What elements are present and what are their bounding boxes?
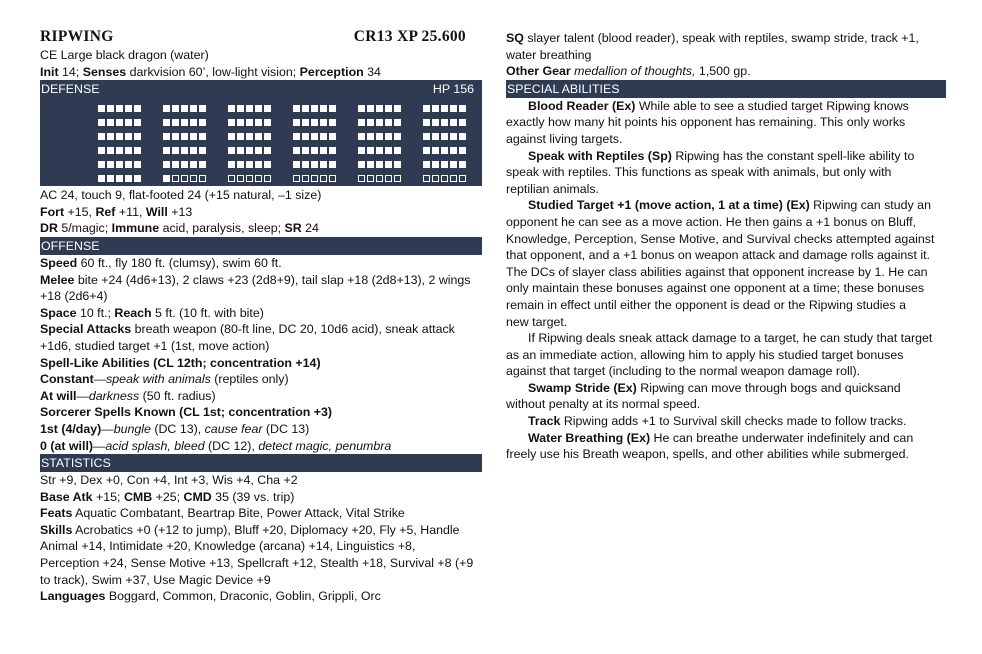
hp-checkbox[interactable] xyxy=(432,119,439,126)
hp-checkbox[interactable] xyxy=(163,119,170,126)
sq-line-2: water breathing xyxy=(506,47,592,62)
hp-checkbox[interactable] xyxy=(190,175,197,182)
hp-tracker xyxy=(40,98,482,186)
track-line: Track Ripwing adds +1 to Survival skill checks made to follow tracks. xyxy=(528,414,907,429)
speak-reptiles-line-3: reptilian animals. xyxy=(506,181,599,196)
hp-checkbox[interactable] xyxy=(367,175,374,182)
hp-checkbox[interactable] xyxy=(125,161,132,168)
hp-checkbox[interactable] xyxy=(255,161,262,168)
hp-box-group xyxy=(423,105,468,189)
hp-checkbox[interactable] xyxy=(116,175,123,182)
hp-checkbox[interactable] xyxy=(107,105,114,112)
ac-line: AC 24, touch 9, flat-footed 24 (+15 natural, –1 size) xyxy=(40,188,322,203)
hp-checkbox[interactable] xyxy=(358,119,365,126)
swamp-stride-line-1: Swamp Stride (Ex) Ripwing can move through bogs and quicksand xyxy=(528,380,901,395)
hp-checkbox[interactable] xyxy=(255,105,262,112)
hp-checkbox[interactable] xyxy=(98,147,105,154)
hp-checkbox[interactable] xyxy=(450,105,457,112)
hp-checkbox[interactable] xyxy=(311,119,318,126)
hp-box-group xyxy=(293,105,338,189)
hp-checkbox[interactable] xyxy=(320,175,327,182)
hp-box-group xyxy=(228,105,273,189)
constant-line: Constant—speak with animals (reptiles only) xyxy=(40,372,289,387)
hp-checkbox[interactable] xyxy=(329,161,336,168)
hp-checkbox[interactable] xyxy=(199,161,206,168)
spells-known-heading: Sorcerer Spells Known (CL 1st; concentration +3) xyxy=(40,405,333,420)
studied-target-line-5: The DCs of slayer class abilities against that opponent increase by 1. He can xyxy=(506,264,928,279)
hp-checkbox[interactable] xyxy=(441,119,448,126)
hp-checkbox[interactable] xyxy=(302,105,309,112)
hp-checkbox[interactable] xyxy=(459,161,466,168)
hp-checkbox[interactable] xyxy=(320,161,327,168)
hp-checkbox[interactable] xyxy=(116,105,123,112)
hp-box-group xyxy=(358,105,403,189)
cantrips-line: 0 (at will)—acid splash, bleed (DC 12), detect magic, penumbra xyxy=(40,438,392,453)
hp-checkbox[interactable] xyxy=(228,133,235,140)
hp-checkbox[interactable] xyxy=(172,133,179,140)
hp-checkbox[interactable] xyxy=(358,133,365,140)
hp-checkbox[interactable] xyxy=(125,119,132,126)
hp-checkbox[interactable] xyxy=(107,147,114,154)
water-breathing-line-2: freely use his Breath weapon, spells, and other abilities while submerged. xyxy=(506,447,909,462)
hp-checkbox[interactable] xyxy=(376,119,383,126)
dr-line: DR 5/magic; Immune acid, paralysis, sleep; SR 24 xyxy=(40,221,319,236)
hp-checkbox[interactable] xyxy=(293,105,300,112)
hp-checkbox[interactable] xyxy=(199,175,206,182)
hp-checkbox[interactable] xyxy=(293,147,300,154)
hp-checkbox[interactable] xyxy=(134,147,141,154)
hp-checkbox[interactable] xyxy=(320,119,327,126)
hp-checkbox[interactable] xyxy=(329,175,336,182)
stat-block-title xyxy=(40,28,482,48)
water-breathing-line-1: Water Breathing (Ex) He can breathe underwater indefinitely and can xyxy=(528,430,914,445)
hp-checkbox[interactable] xyxy=(107,119,114,126)
hp-checkbox[interactable] xyxy=(237,147,244,154)
hp-checkbox[interactable] xyxy=(441,175,448,182)
hp-checkbox[interactable] xyxy=(255,175,262,182)
hp-checkbox[interactable] xyxy=(107,161,114,168)
hp-checkbox[interactable] xyxy=(190,133,197,140)
hp-checkbox[interactable] xyxy=(228,119,235,126)
first-level-spells: 1st (4/day)—bungle (DC 13), cause fear (DC 13) xyxy=(40,421,310,436)
hp-checkbox[interactable] xyxy=(423,147,430,154)
ability-scores: Str +9, Dex +0, Con +4, Int +3, Wis +4, Cha +2 xyxy=(40,473,298,488)
hp-checkbox[interactable] xyxy=(358,147,365,154)
special-abilities-heading: SPECIAL ABILITIES xyxy=(506,80,946,98)
hp-checkbox[interactable] xyxy=(311,133,318,140)
hp-box-group xyxy=(163,105,208,189)
hp-checkbox[interactable] xyxy=(125,105,132,112)
skills-line-4: to track), Swim +37, Use Magic Device +9 xyxy=(40,572,271,587)
blood-reader-line-2: exactly how many hit points his opponent has remaining. This only works xyxy=(506,115,906,130)
hp-checkbox[interactable] xyxy=(311,161,318,168)
sneak-line-3: against that target (including to the normal weapon damage roll). xyxy=(506,364,861,379)
skills-line-3: Perception +24, Sense Motive +13, Spellcraft +12, Stealth +18, Survival +8 (+9 xyxy=(40,556,474,571)
hp-checkbox[interactable] xyxy=(237,119,244,126)
hp-checkbox[interactable] xyxy=(246,119,253,126)
hp-checkbox[interactable] xyxy=(385,119,392,126)
hp-checkbox[interactable] xyxy=(450,175,457,182)
hp-checkbox[interactable] xyxy=(432,161,439,168)
languages-line: Languages Boggard, Common, Draconic, Goblin, Grippli, Orc xyxy=(40,589,381,604)
hp-checkbox[interactable] xyxy=(246,147,253,154)
hp-checkbox[interactable] xyxy=(228,105,235,112)
hp-checkbox[interactable] xyxy=(264,105,271,112)
skills-line-1: Skills Acrobatics +0 (+12 to jump), Bluff +20, Diplomacy +20, Fly +5, Handle xyxy=(40,522,460,537)
hp-checkbox[interactable] xyxy=(311,175,318,182)
at-will-line: At will—darkness (50 ft. radius) xyxy=(40,388,216,403)
hp-checkbox[interactable] xyxy=(302,175,309,182)
hp-checkbox[interactable] xyxy=(246,105,253,112)
hp-checkbox[interactable] xyxy=(329,105,336,112)
studied-target-line-3: Knowledge, Perception, Sense Motive, and Survival checks attempted against xyxy=(506,231,935,246)
hp-checkbox[interactable] xyxy=(246,175,253,182)
hp-checkbox[interactable] xyxy=(367,147,374,154)
hp-checkbox[interactable] xyxy=(441,133,448,140)
hp-checkbox[interactable] xyxy=(134,161,141,168)
hp-checkbox[interactable] xyxy=(181,119,188,126)
hp-checkbox[interactable] xyxy=(264,147,271,154)
hp-checkbox[interactable] xyxy=(329,119,336,126)
defense-heading: DEFENSE HP 156 xyxy=(40,80,482,98)
sq-line: SQ slayer talent (blood reader), speak with reptiles, swamp stride, track +1, xyxy=(506,31,919,45)
hp-checkbox[interactable] xyxy=(441,161,448,168)
hp-checkbox[interactable] xyxy=(293,161,300,168)
hp-checkbox[interactable] xyxy=(190,161,197,168)
hp-box-group xyxy=(98,105,143,189)
hp-checkbox[interactable] xyxy=(172,147,179,154)
hp-checkbox[interactable] xyxy=(423,175,430,182)
hp-checkbox[interactable] xyxy=(450,133,457,140)
hp-checkbox[interactable] xyxy=(394,175,401,182)
swamp-stride-line-2: without penalty at its normal speed. xyxy=(506,397,701,412)
hp-checkbox[interactable] xyxy=(125,175,132,182)
hp-checkbox[interactable] xyxy=(199,147,206,154)
saves-line: Fort +15, Ref +11, Will +13 xyxy=(40,204,193,219)
studied-target-line-8: new target. xyxy=(506,314,568,329)
hp-checkbox[interactable] xyxy=(358,105,365,112)
hp-checkbox[interactable] xyxy=(367,119,374,126)
hp-checkbox[interactable] xyxy=(255,119,262,126)
hp-checkbox[interactable] xyxy=(98,133,105,140)
blood-reader-line-3: against living targets. xyxy=(506,131,623,146)
hp-checkbox[interactable] xyxy=(376,133,383,140)
spell-like-heading: Spell-Like Abilities (CL 12th; concentration +14) xyxy=(40,355,321,370)
hp-checkbox[interactable] xyxy=(228,147,235,154)
hp-checkbox[interactable] xyxy=(367,161,374,168)
hp-checkbox[interactable] xyxy=(172,161,179,168)
hp-checkbox[interactable] xyxy=(264,119,271,126)
hp-checkbox[interactable] xyxy=(385,105,392,112)
hp-checkbox[interactable] xyxy=(320,133,327,140)
hp-checkbox[interactable] xyxy=(98,105,105,112)
left-column xyxy=(40,47,482,605)
studied-target-line-6: only maintain these bonuses against one opponent at a time; these bonuses xyxy=(506,281,925,296)
hp-checkbox[interactable] xyxy=(255,133,262,140)
hp-checkbox[interactable] xyxy=(199,119,206,126)
hp-checkbox[interactable] xyxy=(116,161,123,168)
hp-checkbox[interactable] xyxy=(329,133,336,140)
hp-checkbox[interactable] xyxy=(190,147,197,154)
hp-checkbox[interactable] xyxy=(228,161,235,168)
hp-checkbox[interactable] xyxy=(293,175,300,182)
hp-checkbox[interactable] xyxy=(237,133,244,140)
hp-checkbox[interactable] xyxy=(423,161,430,168)
hp-checkbox[interactable] xyxy=(228,175,235,182)
hp-checkbox[interactable] xyxy=(432,175,439,182)
hp-checkbox[interactable] xyxy=(385,161,392,168)
hp-checkbox[interactable] xyxy=(302,133,309,140)
hp-checkbox[interactable] xyxy=(163,147,170,154)
hp-checkbox[interactable] xyxy=(358,161,365,168)
sneak-line-2: as an immediate action, allowing him to apply his studied target bonuses xyxy=(506,347,904,362)
special-attacks-line: Special Attacks breath weapon (80-ft line, DC 20, 10d6 acid), sneak attack xyxy=(40,322,455,337)
hp-checkbox[interactable] xyxy=(199,105,206,112)
melee-line: Melee bite +24 (4d6+13), 2 claws +23 (2d8+9), tail slap +18 (2d8+13), 2 wings xyxy=(40,272,471,287)
hp-checkbox[interactable] xyxy=(302,161,309,168)
hp-checkbox[interactable] xyxy=(394,161,401,168)
hp-checkbox[interactable] xyxy=(367,133,374,140)
hp-checkbox[interactable] xyxy=(172,119,179,126)
challenge-rating: CR13 XP 25.600 xyxy=(353,28,466,45)
hp-checkbox[interactable] xyxy=(199,133,206,140)
hp-checkbox[interactable] xyxy=(163,161,170,168)
hp-checkbox[interactable] xyxy=(441,105,448,112)
hp-checkbox[interactable] xyxy=(264,175,271,182)
hp-checkbox[interactable] xyxy=(264,161,271,168)
hp-checkbox[interactable] xyxy=(172,105,179,112)
other-gear-line: Other Gear medallion of thoughts, 1,500 gp. xyxy=(506,64,751,79)
hp-checkbox[interactable] xyxy=(423,133,430,140)
hp-checkbox[interactable] xyxy=(163,105,170,112)
hp-checkbox[interactable] xyxy=(441,147,448,154)
hp-checkbox[interactable] xyxy=(237,105,244,112)
hp-checkbox[interactable] xyxy=(125,133,132,140)
hp-checkbox[interactable] xyxy=(172,175,179,182)
hp-checkbox[interactable] xyxy=(311,147,318,154)
hp-checkbox[interactable] xyxy=(181,161,188,168)
hp-checkbox[interactable] xyxy=(376,161,383,168)
hp-checkbox[interactable] xyxy=(246,161,253,168)
hp-checkbox[interactable] xyxy=(432,105,439,112)
hp-checkbox[interactable] xyxy=(450,119,457,126)
hp-checkbox[interactable] xyxy=(134,105,141,112)
hp-checkbox[interactable] xyxy=(237,175,244,182)
hp-checkbox[interactable] xyxy=(190,119,197,126)
hp-checkbox[interactable] xyxy=(98,161,105,168)
special-attacks-line-2: +1d6, studied target +1 (1st, move action) xyxy=(40,338,270,353)
hp-checkbox[interactable] xyxy=(376,175,383,182)
studied-target-line-4: that opponent, and a +1 bonus on weapon attack and damage rolls against it. xyxy=(506,248,930,263)
hp-checkbox[interactable] xyxy=(329,147,336,154)
hp-checkbox[interactable] xyxy=(358,175,365,182)
hp-checkbox[interactable] xyxy=(190,105,197,112)
hp-checkbox[interactable] xyxy=(459,133,466,140)
hp-checkbox[interactable] xyxy=(302,147,309,154)
sneak-line-1: If Ripwing deals sneak attack damage to a target, he can study that target xyxy=(528,331,933,346)
hp-checkbox[interactable] xyxy=(163,133,170,140)
hp-checkbox[interactable] xyxy=(320,147,327,154)
hp-checkbox[interactable] xyxy=(450,147,457,154)
hp-checkbox[interactable] xyxy=(107,175,114,182)
hp-checkbox[interactable] xyxy=(98,175,105,182)
hp-checkbox[interactable] xyxy=(394,133,401,140)
hp-checkbox[interactable] xyxy=(394,105,401,112)
hp-checkbox[interactable] xyxy=(293,133,300,140)
hp-checkbox[interactable] xyxy=(134,175,141,182)
hp-checkbox[interactable] xyxy=(98,119,105,126)
hp-checkbox[interactable] xyxy=(385,175,392,182)
hp-checkbox[interactable] xyxy=(423,105,430,112)
creature-name: RIPWING xyxy=(40,28,114,45)
hp-checkbox[interactable] xyxy=(376,147,383,154)
statistics-heading: STATISTICS xyxy=(40,454,482,472)
hp-checkbox[interactable] xyxy=(107,133,114,140)
studied-target-line-2: opponent he can see as a move action. He then gains a +1 bonus on Bluff, xyxy=(506,214,916,229)
hp-checkbox[interactable] xyxy=(237,161,244,168)
hp-checkbox[interactable] xyxy=(163,175,170,182)
hp-checkbox[interactable] xyxy=(450,161,457,168)
hp-checkbox[interactable] xyxy=(255,147,262,154)
hp-checkbox[interactable] xyxy=(385,147,392,154)
skills-line-2: Animal +14, Intimidate +20, Knowledge (arcana) +14, Linguistics +8, xyxy=(40,539,416,554)
hp-checkbox[interactable] xyxy=(432,133,439,140)
offense-heading: OFFENSE xyxy=(40,237,482,255)
hp-checkbox[interactable] xyxy=(181,175,188,182)
studied-target-line-1: Studied Target +1 (move action, 1 at a time) (Ex) Ripwing can study an xyxy=(528,198,931,213)
hp-checkbox[interactable] xyxy=(116,147,123,154)
hp-checkbox[interactable] xyxy=(423,119,430,126)
hp-checkbox[interactable] xyxy=(264,133,271,140)
hp-checkbox[interactable] xyxy=(459,119,466,126)
init-senses-line: Init 14; Senses darkvision 60’, low-light vision; Perception 34 xyxy=(40,64,381,79)
hp-checkbox[interactable] xyxy=(246,133,253,140)
hp-checkbox[interactable] xyxy=(459,175,466,182)
hp-checkbox[interactable] xyxy=(125,147,132,154)
hp-checkbox[interactable] xyxy=(459,147,466,154)
hp-checkbox[interactable] xyxy=(181,133,188,140)
hp-checkbox[interactable] xyxy=(181,105,188,112)
space-line: Space 10 ft.; Reach 5 ft. (10 ft. with bite) xyxy=(40,305,264,320)
hp-checkbox[interactable] xyxy=(134,119,141,126)
hp-checkbox[interactable] xyxy=(116,119,123,126)
hp-checkbox[interactable] xyxy=(459,105,466,112)
hp-checkbox[interactable] xyxy=(293,119,300,126)
bab-line: Base Atk +15; CMB +25; CMD 35 (39 vs. trip) xyxy=(40,489,295,504)
right-column xyxy=(506,30,946,463)
hp-checkbox[interactable] xyxy=(394,119,401,126)
hp-checkbox[interactable] xyxy=(181,147,188,154)
speak-reptiles-line-1: Speak with Reptiles (Sp) Ripwing has the constant spell-like ability to xyxy=(528,148,915,163)
hp-checkbox[interactable] xyxy=(367,105,374,112)
blood-reader-line-1: Blood Reader (Ex) While able to see a studied target Ripwing knows xyxy=(528,98,909,113)
hp-checkbox[interactable] xyxy=(432,147,439,154)
hp-checkbox[interactable] xyxy=(302,119,309,126)
hp-checkbox[interactable] xyxy=(320,105,327,112)
hp-checkbox[interactable] xyxy=(385,133,392,140)
hp-checkbox[interactable] xyxy=(311,105,318,112)
speak-reptiles-line-2: speak with reptiles. This functions as speak with animals, but only with xyxy=(506,165,892,180)
hp-checkbox[interactable] xyxy=(134,133,141,140)
hp-value: HP 156 xyxy=(432,82,474,97)
studied-target-line-7: remain in effect until either the opponent is dead or the Ripwing studies a xyxy=(506,297,906,312)
feats-line: Feats Aquatic Combatant, Beartrap Bite, Power Attack, Vital Strike xyxy=(40,506,405,521)
creature-type: CE Large black dragon (water) xyxy=(40,48,209,62)
hp-checkbox[interactable] xyxy=(376,105,383,112)
melee-line-2: +18 (2d6+4) xyxy=(40,289,108,304)
hp-checkbox[interactable] xyxy=(394,147,401,154)
hp-checkbox[interactable] xyxy=(116,133,123,140)
speed-line: Speed 60 ft., fly 180 ft. (clumsy), swim 60 ft. xyxy=(40,255,282,270)
